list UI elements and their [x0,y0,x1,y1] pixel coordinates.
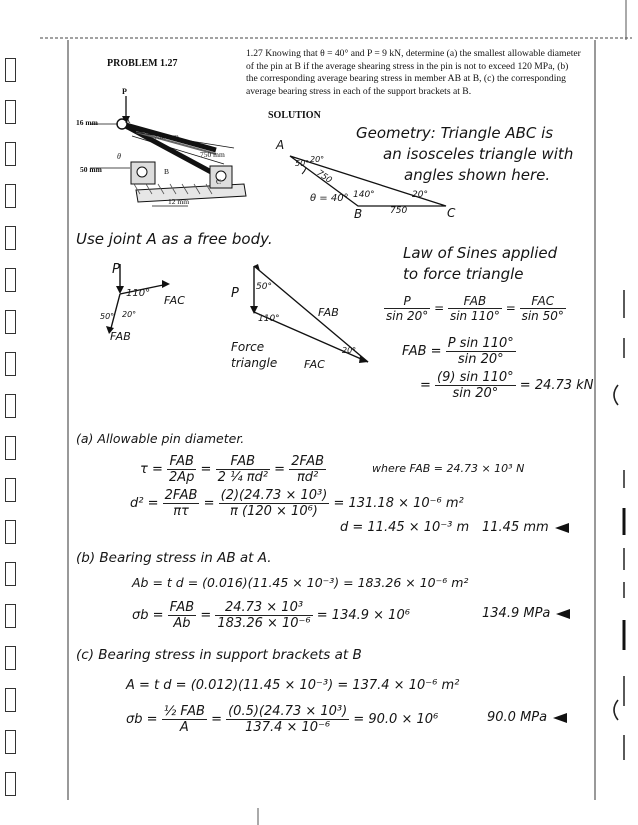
law-of-sines-equation: $\frac{P}{\sin 20^\circ}$ = $\frac{\text{FAB}}{\sin 110^\circ}$ = $\frac{\text{FAC}}{\sin 50^\circ}$ [386,294,564,323]
load-label: P [122,87,127,96]
free-body-diagram [90,262,200,352]
problem-figure [76,88,256,218]
d-squared-equation: d² = $\frac{\text{2FAB}}{\pi\tau}$ = $\frac{\text{(2)(24.73 × 10³)}}{\text{π (120 × 10⁶)}}$ = 131.18 × 10⁻⁶ m² [130,488,464,519]
force-triangle-label-1: Force [231,340,265,354]
tau-equation: τ = $\frac{\text{FAB}}{2Ap}$ = $\frac{\text{FAB}}{\text{2 ¼ πd²}}$ = $\frac{\text{2FAB}}{\text{πd²}}$ [140,454,325,485]
where-fab: where FAB = 24.73 × 10³ N [372,462,525,475]
part-c-heading: (c) Bearing stress in support brackets at B [76,647,362,663]
area-equation: A = t d = (0.012)(11.45 × 10⁻³) = 137.4 × 10⁻⁶ m² [126,678,460,693]
solution-label: SOLUTION [268,110,321,121]
dim-12mm: 12 mm [168,197,190,206]
tri-angle-110: 110° [258,314,280,324]
point-b-label: B [164,167,170,176]
geo-side-750a: 750 [314,168,334,186]
geo-angle-20b: 20° [412,190,428,200]
margin-marks [598,0,638,825]
geo-angle-20a: 20° [310,155,325,164]
d-result: d = 11.45 × 10⁻³ m [340,520,470,535]
theta-label: θ [117,152,121,161]
use-joint-text: Use joint A as a free body. [76,230,273,248]
tri-fac: FAC [304,358,325,371]
fbd-angle-50: 50° [100,312,115,321]
fab-formula: FAB = $\frac{\text{P sin 110°}}{\sin 20^\circ}$ [402,336,514,367]
answer-a: 11.45 mm [482,520,569,535]
geo-theta-40: θ = 40° [310,193,349,204]
geo-vertex-a: A [276,138,285,152]
dim-50mm: 50 mm [80,165,102,174]
part-b-heading: (b) Bearing stress in AB at A. [76,550,272,566]
sigma-b-equation: σb = $\frac{\text{FAB}}{Ab}$ = $\frac{\text{24.73 × 10³}}{\text{183.26 × 10⁻⁶}}$ = 134.9 × 10⁶ [132,600,410,631]
sigma-c-equation: σb = $\frac{\text{½ FAB}}{A}$ = $\frac{\text{(0.5)(24.73 × 10³)}}{\text{137.4 × 10⁻⁶}}$ = 90.0 × 10⁶ [126,704,439,735]
tri-p: P [231,286,239,301]
point-a-label: A [125,116,131,125]
tri-fab: FAB [318,306,339,319]
tri-angle-50: 50° [256,282,272,292]
answer-b: 134.9 MPa [482,606,570,621]
geometry-line-2: an isosceles triangle with [383,145,574,163]
fbd-fac: FAC [164,294,185,307]
geo-angle-50: 50° [295,159,310,168]
geo-vertex-c: C [447,206,456,220]
tri-angle-20: 20° [342,346,357,355]
law-of-sines-title-1: Law of Sines applied [403,244,558,262]
problem-statement: 1.27 Knowing that θ = 40° and P = 9 kN, determine (a) the smallest allowable diameter of the pin at B if the average shearing stress in the pin is not to exceed 120 MPa, (b) the corresponding average bearing stress in member AB at B, (c) the corresponding average bearing stress in each of the support brackets at B. [246,48,581,97]
dim-16mm: 16 mm [76,118,98,127]
force-triangle-label-2: triangle [231,356,278,370]
fbd-angle-110: 110° [126,288,151,299]
geo-angle-140: 140° [353,190,375,200]
fbd-p: P [112,262,120,277]
geo-side-750b: 750 [390,206,408,216]
fab-result: = $\frac{(9) \sin 110^\circ}{\sin 20^\circ}$ = 24.73 kN [420,370,594,401]
problem-label: PROBLEM 1.27 [107,58,178,69]
dim-750mm-a: 750 mm [154,132,179,141]
geo-vertex-b: B [354,207,363,221]
geometry-line-1: Geometry: Triangle ABC is [356,124,554,142]
fbd-fab: FAB [110,330,131,343]
point-c-label: C [216,177,222,186]
dim-750mm-b: 750 mm [200,150,225,159]
law-of-sines-title-2: to force triangle [403,265,524,283]
answer-c: 90.0 MPa [487,710,567,725]
ab-equation: Ab = t d = (0.016)(11.45 × 10⁻³) = 183.26 × 10⁻⁶ m² [132,575,469,590]
geometry-line-3: angles shown here. [404,166,551,184]
part-a-heading: (a) Allowable pin diameter. [76,431,245,446]
fbd-angle-20: 20° [122,310,137,319]
